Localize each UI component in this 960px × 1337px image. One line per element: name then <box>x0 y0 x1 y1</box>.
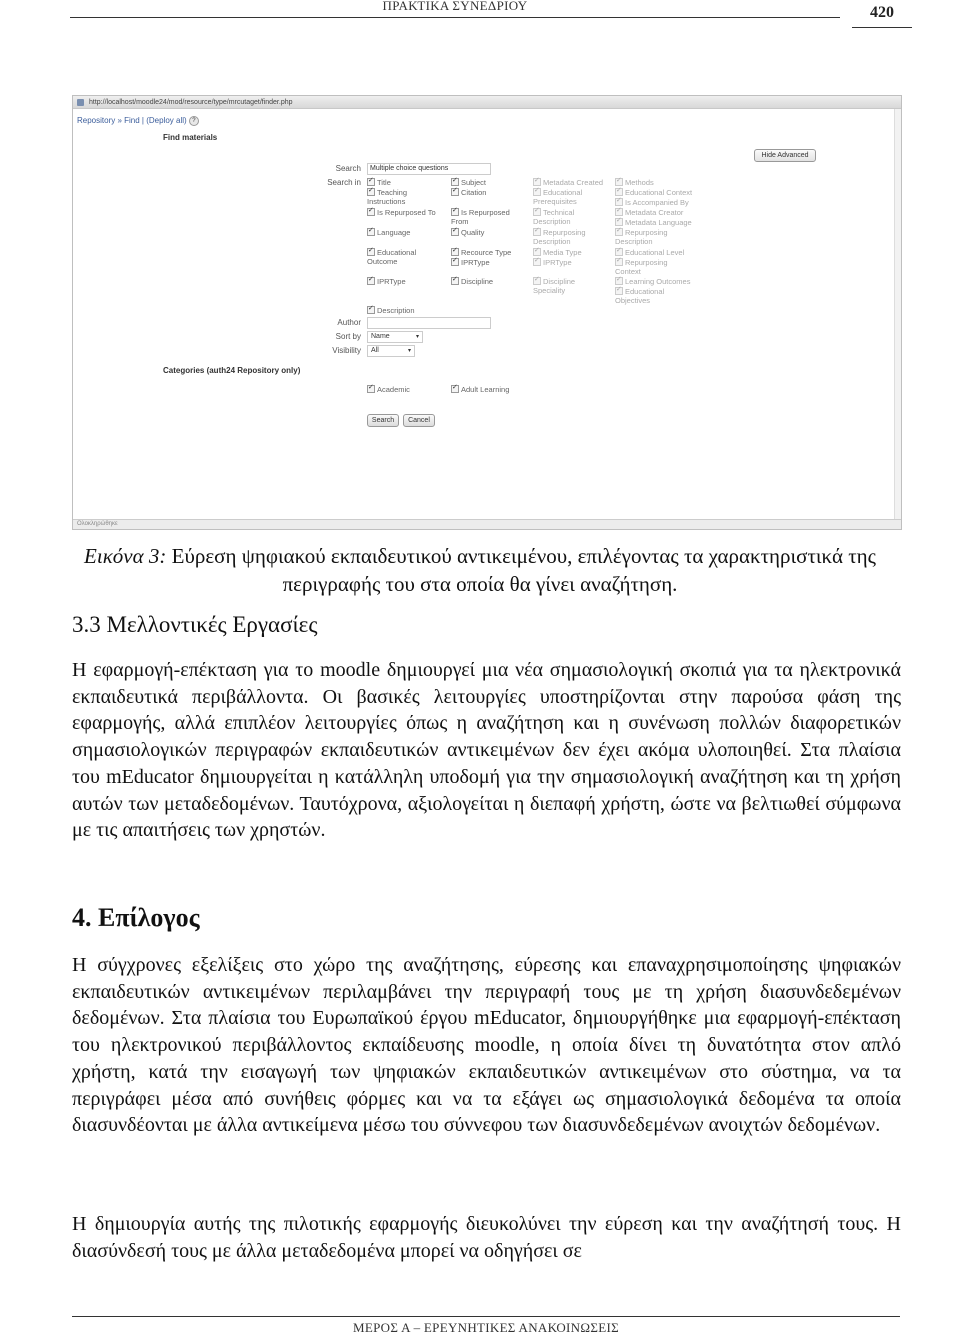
search-button[interactable]: Search <box>367 414 399 427</box>
search-in-objectives-checkbox[interactable]: ✓Educational Objectives <box>615 287 685 305</box>
hide-advanced-button[interactable]: Hide Advanced <box>754 149 816 162</box>
search-in-resource-type-checkbox[interactable]: ✓Recource Type <box>451 248 526 257</box>
search-in-repurposing-desc2-checkbox[interactable]: ✓Repurposing Description <box>615 228 685 246</box>
checkbox-icon <box>533 258 541 266</box>
checkbox-icon <box>451 248 459 256</box>
search-in-technical-checkbox[interactable]: ✓Technical Description <box>533 208 603 226</box>
section-4-paragraph-2: Η δημιουργία αυτής της πιλοτικής εφαρμογής διευκολύνει την εύρεση και την αναζήτησή τους. Η διασύνδεσή τους με άλλα μεταδεδομένα μπορεί να οδηγήσει σε <box>72 1213 901 1262</box>
sort-by-label: Sort by <box>335 332 361 341</box>
checkbox-icon <box>367 277 375 285</box>
author-input[interactable] <box>367 317 491 329</box>
search-in-repurposed-from-checkbox[interactable]: ✓Is Repurposed From <box>451 208 521 226</box>
checkbox-icon <box>533 248 541 256</box>
search-in-repurposed-to-checkbox[interactable]: ✓Is Repurposed To <box>367 208 436 217</box>
category-adult-learning-checkbox[interactable]: ✓ Adult Learning <box>451 385 509 394</box>
checkbox-icon <box>367 208 375 216</box>
section-3-3-heading: 3.3 Μελλοντικές Εργασίες <box>72 612 318 637</box>
checkbox-icon <box>615 228 623 236</box>
search-in-iprtype2-checkbox[interactable]: ✓IPRType <box>451 258 490 267</box>
caption-label: Εικόνα 3: <box>84 544 167 568</box>
figure-caption <box>60 542 900 598</box>
checkbox-icon <box>615 287 623 295</box>
search-in-media-type-checkbox[interactable]: ✓Media Type <box>533 248 582 257</box>
search-in-quality-checkbox[interactable]: ✓Quality <box>451 228 484 237</box>
section-4-paragraph-1: Η σύγχρονες εξελίξεις στο χώρο της αναζήτησης, εύρεσης και επαναχρησιμοποίησης ψηφιακών εκπαιδευτικών αντικειμένων περιλαμβάνει την περιγραφή τους με τη χρήση διασυνδεδεμένων δεδομένων. Στα πλαίσια του Ευρωπαϊκού έργου mEducator, δημιουργήθηκε μια εφαρμογή-επέκταση του ηλεκτρονικού περιβάλλοντος εκπαίδευσης moodle, η οποία δίνει τη δυνατότητα στον απλό χρήστη, κατά την εισαγωγή των ψηφιακών εκπαιδευτικών αντικειμένων στο σύστημα, να τα περιγράφει μέσα από συνήθεις φόρμες και να τα εξάγει ως σημασιολογικά δεδομένα τα οποία διασυνδέονται με άλλα αντικείμενα μέσω του σύννεφου των διασυνδεδεμένων ανοιχτών δεδομένων. <box>72 954 901 1137</box>
chevron-down-icon: ▾ <box>415 334 419 340</box>
checkbox-icon <box>615 198 623 206</box>
search-in-iprtype-checkbox[interactable]: ✓IPRType <box>367 277 406 286</box>
search-in-repurposing-context-checkbox[interactable]: ✓Repurposing Context <box>615 258 685 276</box>
checkbox-icon <box>367 228 375 236</box>
search-in-methods-checkbox[interactable]: ✓Methods <box>615 178 654 187</box>
help-icon[interactable]: ? <box>189 116 199 126</box>
checkbox-icon <box>615 277 623 285</box>
running-head: ΠΡΑΚΤΙΚΑ ΣΥΝΕΔΡΙΟΥ <box>70 0 840 18</box>
search-in-subject-checkbox[interactable]: ✓Subject <box>451 178 486 187</box>
scrollbar[interactable] <box>894 109 901 519</box>
search-in-speciality-checkbox[interactable]: ✓Discipline Speciality <box>533 277 599 295</box>
figure-screenshot <box>72 95 902 530</box>
checkbox-icon <box>451 228 459 236</box>
search-in-iprtype3-checkbox[interactable]: ✓IPRType <box>533 258 572 267</box>
search-in-prerequisites-checkbox[interactable]: ✓Educational Prerequisites <box>533 188 603 206</box>
search-in-label: Search in <box>327 178 361 187</box>
search-in-context-checkbox[interactable]: ✓Educational Context <box>615 188 705 197</box>
browser-url-bar[interactable] <box>73 96 901 109</box>
search-in-teaching-checkbox[interactable]: ✓Teaching Instructions <box>367 188 437 206</box>
search-label: Search <box>335 164 361 173</box>
chevron-down-icon: ▾ <box>407 348 411 354</box>
search-in-description-checkbox[interactable]: ✓Description <box>367 306 415 315</box>
checkbox-icon <box>615 248 623 256</box>
checkbox-icon <box>533 208 541 216</box>
author-label: Author <box>337 318 361 327</box>
checkbox-icon <box>533 178 541 186</box>
checkbox-icon <box>451 188 459 196</box>
search-in-language-checkbox[interactable]: ✓Language <box>367 228 410 237</box>
footer-rule <box>72 1316 900 1317</box>
search-in-metadata-creator-checkbox[interactable]: ✓Metadata Creator <box>615 208 705 217</box>
visibility-select[interactable]: All ▾ <box>367 345 415 357</box>
visibility-label: Visibility <box>332 346 361 355</box>
checkbox-icon <box>615 258 623 266</box>
search-in-accompanied-checkbox[interactable]: ✓Is Accompanied By <box>615 198 705 207</box>
cancel-button[interactable]: Cancel <box>403 414 435 427</box>
checkbox-icon <box>615 178 623 186</box>
checkbox-icon <box>367 188 375 196</box>
search-in-metadata-created-checkbox[interactable]: ✓Metadata Created <box>533 178 611 187</box>
footer: ΜΕΡΟΣ Α – ΕΡΕΥΝΗΤΙΚΕΣ ΑΝΑΚΟΙΝΩΣΕΙΣ <box>353 1320 619 1335</box>
sort-by-select[interactable]: Name ▾ <box>367 331 423 343</box>
page-number: 420 <box>852 4 912 22</box>
search-in-title-checkbox[interactable]: ✓ Title <box>367 178 391 187</box>
checkbox-icon <box>533 228 541 236</box>
checkbox-icon <box>367 385 375 393</box>
checkbox-icon <box>533 277 541 285</box>
category-academic-checkbox[interactable]: ✓Academic <box>367 385 410 394</box>
find-materials-title: Find materials <box>163 133 218 142</box>
checkbox-icon <box>615 218 623 226</box>
url-text: http://localhost/moodle24/mod/resource/type/mrcutaget/finder.php <box>89 98 293 106</box>
checkbox-icon <box>533 188 541 196</box>
search-in-citation-checkbox[interactable]: ✓Citation <box>451 188 486 197</box>
breadcrumb-text[interactable]: Repository » Find | (Deploy all) <box>77 116 187 126</box>
status-bar: Ολοκληρώθηκε <box>73 519 901 529</box>
section-3-3-paragraph: Η εφαρμογή-επέκταση για το moodle δημιουργεί μια νέα σημασιολογική σκοπιά για τα ηλεκτρονικά εκπαιδευτικά περιβάλλοντα. Οι βασικές λειτουργίες υποστηρίζονται στην παρούσα φάση της εφαρμογής, αλλά επιπλέον λειτουργίες όπως η αναζήτηση και η συνένωση πολλών διαφορετικών σημασιολογικών περιγραφών εκπαιδευτικών αντικειμένων δεν έχει ακόμα υλοποιηθεί. Στα πλαίσια του mEducator δημιουργείται η κατάλληλη υποδομή για την σημασιολογική αναζήτηση και τη χρήση αυτών των μεταδεδομένων. Ταυτόχρονα, αξιολογείται η διεπαφή χρήστη, ώστε να βελτιωθεί σύμφωνα με τις απαιτήσεις των χρηστών. <box>72 659 901 842</box>
favicon-icon <box>77 99 84 106</box>
search-in-discipline-checkbox[interactable]: ✓Discipline <box>451 277 493 286</box>
checkbox-icon <box>451 178 459 186</box>
checkbox-icon <box>615 188 623 196</box>
search-in-learning-outcomes-checkbox[interactable]: ✓Learning Outcomes <box>615 277 705 286</box>
search-in-repurposing-desc-checkbox[interactable]: ✓Repurposing Description <box>533 228 603 246</box>
checkbox-icon <box>367 306 375 314</box>
checkbox-icon <box>451 258 459 266</box>
section-4-heading: 4. Επίλογος <box>72 903 200 932</box>
categories-title: Categories (auth24 Repository only) <box>163 366 301 375</box>
checkbox-icon <box>451 385 459 393</box>
search-input[interactable]: Multiple choice questions <box>367 163 491 175</box>
breadcrumb[interactable] <box>77 116 199 126</box>
checkbox-icon <box>451 277 459 285</box>
checkbox-icon <box>615 208 623 216</box>
search-in-metadata-language-checkbox[interactable]: ✓Metadata Language <box>615 218 705 227</box>
checkbox-icon <box>451 208 459 216</box>
caption-text: Εύρεση ψηφιακού εκπαιδευτικού αντικειμένου, επιλέγοντας τα χαρακτηριστικά της περιγραφής του στα οποία θα γίνει αναζήτηση. <box>171 544 876 596</box>
search-in-educational-level-checkbox[interactable]: ✓Educational Level <box>615 248 705 257</box>
search-in-outcome-checkbox[interactable]: ✓Educational Outcome <box>367 248 437 266</box>
checkbox-icon <box>367 248 375 256</box>
checkbox-icon <box>367 178 375 186</box>
